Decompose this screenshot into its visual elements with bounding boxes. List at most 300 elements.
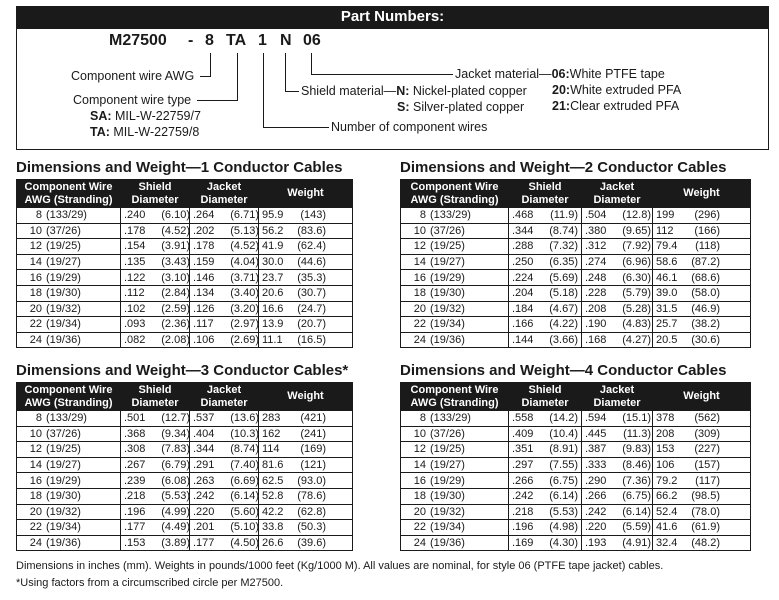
jacket-in: .168 [585,334,607,347]
cell-awg [17,208,121,224]
type-label: Component wire type [73,93,192,107]
cell-awg [17,239,121,255]
cell-shield [509,504,582,520]
jacket-in: .248 [585,271,607,284]
cell-awg [401,332,509,348]
cell-weight [259,442,353,458]
table-row [401,457,751,473]
shield-mm: (7.55) [549,459,578,472]
weight-kg: (118) [695,240,720,253]
weight-kg: (46.9) [691,302,720,315]
jacket-in: .504 [585,209,607,222]
table-row [401,442,751,458]
cell-shield [509,208,582,224]
stranding-value: (19/27) [430,256,465,269]
cell-awg [17,426,121,442]
cell-weight [653,332,751,348]
weight-lb: 39.0 [656,287,678,300]
col-header-jacket-line2: Diameter [200,396,248,409]
table-header-row [17,383,353,411]
shield-mm: (4.99) [161,505,190,518]
shield-in: .204 [512,287,534,300]
code-count: 1 [258,32,267,49]
weight-lb: 162 [262,427,281,440]
jacket-mm: (5.79) [622,287,651,300]
part-numbers-header [16,6,769,28]
stranding-value: (19/32) [430,505,465,518]
jacket-20-code: 20: [552,83,571,97]
jacket-mm: (6.69) [230,474,259,487]
cell-shield [121,520,190,536]
jacket-mm: (3.20) [230,302,259,315]
table-row [17,239,353,255]
shield-in: .242 [512,490,534,503]
shield-in: .239 [124,474,146,487]
table-header-row [401,180,751,208]
shield-in: .093 [124,318,146,331]
cell-jacket [190,426,259,442]
jacket-in: .266 [585,490,607,503]
footnote-units: Dimensions in inches (mm). Weights in pounds/1000 feet (Kg/1000 M). All values are nominal, for style 06 (PTFE tape jacket) cables. [16,560,664,572]
stranding-value: (19/27) [430,459,465,472]
cell-jacket [190,317,259,333]
jacket-in: .190 [585,318,607,331]
table-row [17,208,353,224]
weight-lb: 25.7 [656,318,678,331]
weight-lb: 58.6 [656,256,678,269]
cell-shield [509,426,582,442]
awg-value: 20 [29,302,42,315]
cell-jacket [190,254,259,270]
col-header-jacket-line2: Diameter [200,193,248,206]
shield-s [397,100,524,115]
cell-weight [259,520,353,536]
awg-value: 24 [29,537,42,550]
shield-mm: (2.08) [161,334,190,347]
jacket-in: .117 [193,318,214,331]
shield-mm: (5.53) [549,505,578,518]
weight-lb: 52.8 [262,490,284,503]
cell-jacket [190,332,259,348]
shield-n-code: N: [396,84,410,98]
shield-mm: (11.9) [550,209,578,222]
table-title-1-conductor: Dimensions and Weight—1 Conductor Cables [16,159,343,176]
cell-awg [17,520,121,536]
awg-value: 8 [35,209,42,222]
cell-weight [259,473,353,489]
shield-label [301,84,527,99]
weight-lb: 32.4 [656,537,678,550]
jacket-in: .594 [585,412,607,425]
cell-jacket [190,301,259,317]
cell-weight [259,488,353,504]
jacket-mm: (6.30) [622,271,651,284]
table-title-2-conductor: Dimensions and Weight—2 Conductor Cables [400,159,727,176]
cell-shield [121,208,190,224]
cell-weight [259,426,353,442]
awg-value: 22 [29,318,42,331]
awg-value: 20 [413,505,426,518]
col-header-awg [17,180,121,208]
awg-leader-v [210,53,211,77]
jacket-in: .228 [585,287,607,300]
cell-weight [259,223,353,239]
cell-awg [401,520,509,536]
cell-weight [259,332,353,348]
stranding-value: (19/30) [46,490,81,503]
weight-kg: (30.7) [297,287,326,300]
weight-lb: 153 [656,443,675,456]
cell-awg [401,535,509,551]
cell-jacket [190,208,259,224]
table-row [401,520,751,536]
stranding-value: (19/25) [430,240,465,253]
table-row [17,285,353,301]
jacket-mm: (8.74) [230,443,259,456]
jacket-mm: (6.14) [230,490,259,503]
cell-shield [509,457,582,473]
weight-lb: 208 [656,427,675,440]
shield-in: .218 [512,505,534,518]
shield-mm: (2.59) [161,302,190,315]
table-row [401,270,751,286]
table-row [401,473,751,489]
col-header-awg-line1: Component Wire [24,383,113,396]
cell-weight [653,223,751,239]
stranding-value: (133/29) [46,412,87,425]
cell-jacket [190,442,259,458]
col-header-jacket [582,180,653,208]
cell-weight [259,457,353,473]
awg-value: 20 [413,302,426,315]
cell-shield [509,254,582,270]
awg-value: 12 [413,443,426,456]
weight-lb: 23.7 [262,271,284,284]
jacket-mm: (4.04) [230,256,259,269]
cell-weight [259,270,353,286]
shield-mm: (3.66) [549,334,578,347]
col-header-shield-line2: Diameter [131,396,179,409]
col-header-awg-line1: Component Wire [24,180,113,193]
shield-in: .102 [124,302,146,315]
col-header-jacket [190,383,259,411]
shield-mm: (4.49) [161,521,190,534]
weight-kg: (309) [694,427,720,440]
cell-awg [17,473,121,489]
awg-value: 8 [419,412,426,425]
awg-value: 22 [413,521,426,534]
awg-value: 8 [35,412,42,425]
cell-awg [17,301,121,317]
shield-in: .250 [512,256,534,269]
col-header-shield-line1: Shield [138,180,172,193]
part-numbers-title: Part Numbers: [340,8,445,25]
weight-kg: (241) [300,427,326,440]
jacket-21-text: Clear extruded PFA [570,99,680,113]
cell-shield [121,535,190,551]
cell-awg [401,223,509,239]
jacket-leader-v [311,53,312,75]
shield-s-code: S: [397,100,410,114]
jacket-in: .220 [585,521,607,534]
shield-mm: (7.83) [161,443,190,456]
shield-in: .178 [124,224,146,237]
type-sa [90,109,201,124]
table-row [17,270,353,286]
cell-awg [17,270,121,286]
col-header-shield [121,180,190,208]
table-row [17,504,353,520]
table-row [17,317,353,333]
col-header-jacket [582,383,653,411]
footnote-circle: *Using factors from a circumscribed circle per M27500. [16,577,284,589]
weight-kg: (117) [695,474,720,487]
cell-weight [259,504,353,520]
cell-shield [121,442,190,458]
weight-lb: 199 [656,209,675,222]
cell-jacket [582,301,653,317]
jacket-in: .264 [193,209,215,222]
cell-weight [259,208,353,224]
shield-in: .154 [124,240,146,253]
table-row [401,488,751,504]
stranding-value: (19/27) [46,256,81,269]
stranding-value: (19/32) [430,302,465,315]
weight-kg: (62.4) [297,240,326,253]
weight-lb: 106 [656,459,675,472]
part-number-diagram [16,28,769,150]
cell-shield [509,317,582,333]
table-1-conductor [16,179,353,348]
stranding-value: (19/34) [46,521,81,534]
shield-in: .082 [124,334,146,347]
col-header-awg [17,383,121,411]
cell-jacket [582,504,653,520]
shield-mm: (8.74) [549,224,578,237]
cell-jacket [190,535,259,551]
table-row [17,442,353,458]
cell-shield [121,223,190,239]
shield-in: .368 [124,427,146,440]
jacket-mm: (4.52) [230,240,259,253]
stranding-value: (37/26) [46,427,81,440]
col-header-jacket-line1: Jacket [599,180,635,193]
col-header-weight [259,180,353,208]
cell-weight [653,301,751,317]
stranding-value: (19/30) [430,490,465,503]
shield-in: .409 [512,427,534,440]
col-header-weight-label: Weight [683,390,720,402]
cell-awg [401,239,509,255]
cell-jacket [582,488,653,504]
shield-in: .468 [512,209,534,222]
weight-lb: 114 [262,443,280,456]
awg-value: 18 [413,287,426,300]
jacket-in: .126 [193,302,215,315]
cell-awg [17,317,121,333]
stranding-value: (37/26) [46,224,81,237]
col-header-weight [259,383,353,411]
table-row [17,411,353,427]
shield-in: .288 [512,240,534,253]
cell-shield [509,285,582,301]
shield-in: .177 [124,521,146,534]
type-leader-h [197,100,238,101]
cell-weight [259,254,353,270]
cell-shield [509,223,582,239]
cell-weight [653,442,751,458]
col-header-weight [653,180,751,208]
awg-value: 20 [29,505,42,518]
col-header-awg-line2: AWG (Stranding) [24,193,113,206]
shield-in: .240 [124,209,146,222]
weight-lb: 20.5 [656,334,678,347]
jacket-mm: (4.50) [230,537,259,550]
jacket-in: .134 [193,287,215,300]
jacket-mm: (5.28) [622,302,651,315]
awg-value: 10 [413,224,426,237]
stranding-value: (19/25) [46,240,81,253]
jacket-mm: (6.14) [622,505,651,518]
shield-mm: (5.53) [161,490,190,503]
table-row [17,473,353,489]
count-leader-h [263,127,329,128]
col-header-shield-line1: Shield [528,383,562,396]
weight-kg: (87.2) [691,256,720,269]
cell-shield [509,520,582,536]
awg-value: 16 [413,271,426,284]
jacket-mm: (12.8) [622,209,651,222]
shield-in: .184 [512,302,534,315]
awg-value: 14 [413,459,426,472]
col-header-shield-line2: Diameter [521,396,569,409]
cell-jacket [582,223,653,239]
cell-jacket [582,239,653,255]
col-header-jacket-line2: Diameter [593,396,641,409]
cell-awg [401,442,509,458]
code-awg: 8 [205,32,214,49]
weight-lb: 11.1 [262,334,283,347]
jacket-in: .387 [585,443,607,456]
jacket-in: .177 [193,537,215,550]
shield-mm: (5.18) [549,287,578,300]
weight-kg: (62.8) [297,505,326,518]
cell-jacket [190,504,259,520]
jacket-in: .242 [193,490,215,503]
cell-jacket [582,332,653,348]
col-header-weight-label: Weight [287,187,324,199]
cell-jacket [582,254,653,270]
stranding-value: (19/29) [430,474,465,487]
table-row [17,223,353,239]
col-header-jacket-line1: Jacket [599,383,635,396]
jacket-in: .445 [585,427,607,440]
jacket-in: .291 [193,459,215,472]
jacket-in: .290 [585,474,607,487]
jacket-20-text: White extruded PFA [570,83,682,97]
cell-weight [653,504,751,520]
col-header-shield [509,383,582,411]
cell-weight [653,457,751,473]
jacket-mm: (10.3) [230,427,259,440]
table-row [17,488,353,504]
code-dash: - [188,32,194,49]
jacket-in: .242 [585,505,607,518]
cell-shield [509,301,582,317]
cell-shield [121,239,190,255]
awg-value: 22 [413,318,426,331]
type-sa-code: SA: [90,109,112,123]
weight-kg: (48.2) [691,537,720,550]
weight-kg: (78.0) [691,505,720,518]
table-row [17,457,353,473]
weight-kg: (16.5) [297,334,326,347]
awg-value: 16 [413,474,426,487]
cell-weight [653,208,751,224]
stranding-value: (19/34) [430,521,465,534]
awg-value: 22 [29,521,42,534]
weight-kg: (68.6) [691,271,720,284]
weight-lb: 42.2 [262,505,284,518]
weight-lb: 13.9 [262,318,284,331]
cell-weight [259,535,353,551]
jacket-leader-h [311,74,453,75]
weight-lb: 26.6 [262,537,284,550]
col-header-weight-label: Weight [683,187,720,199]
cell-jacket [582,426,653,442]
table-row [401,208,751,224]
cell-shield [121,254,190,270]
shield-in: .501 [124,412,146,425]
stranding-value: (19/30) [430,287,465,300]
cell-weight [259,301,353,317]
cell-awg [17,442,121,458]
weight-kg: (143) [300,209,326,222]
weight-kg: (38.2) [691,318,720,331]
jacket-in: .263 [193,474,215,487]
weight-lb: 31.5 [656,302,678,315]
col-header-shield-line1: Shield [528,180,562,193]
jacket-in: .159 [193,256,215,269]
shield-in: .122 [124,271,146,284]
stranding-value: (19/29) [46,271,81,284]
col-header-awg [401,180,509,208]
shield-in: .135 [124,256,146,269]
cell-awg [17,332,121,348]
shield-in: .144 [512,334,534,347]
weight-kg: (227) [694,443,720,456]
weight-lb: 16.6 [262,302,284,315]
awg-value: 10 [29,427,42,440]
cell-awg [401,426,509,442]
shield-mm: (4.98) [549,521,578,534]
jacket-in: .178 [193,240,215,253]
shield-label-text: Shield material— [301,84,397,98]
stranding-value: (19/36) [46,537,81,550]
jacket-mm: (3.71) [230,271,259,284]
weight-lb: 33.8 [262,521,284,534]
shield-mm: (3.10) [161,271,190,284]
shield-mm: (6.75) [549,474,578,487]
type-ta-text: MIL-W-22759/8 [113,125,200,139]
weight-lb: 41.6 [656,521,678,534]
type-leader-v [237,53,238,101]
weight-lb: 41.9 [262,240,284,253]
shield-mm: (6.14) [549,490,578,503]
col-header-shield [509,180,582,208]
weight-kg: (421) [300,412,326,425]
cell-shield [121,473,190,489]
